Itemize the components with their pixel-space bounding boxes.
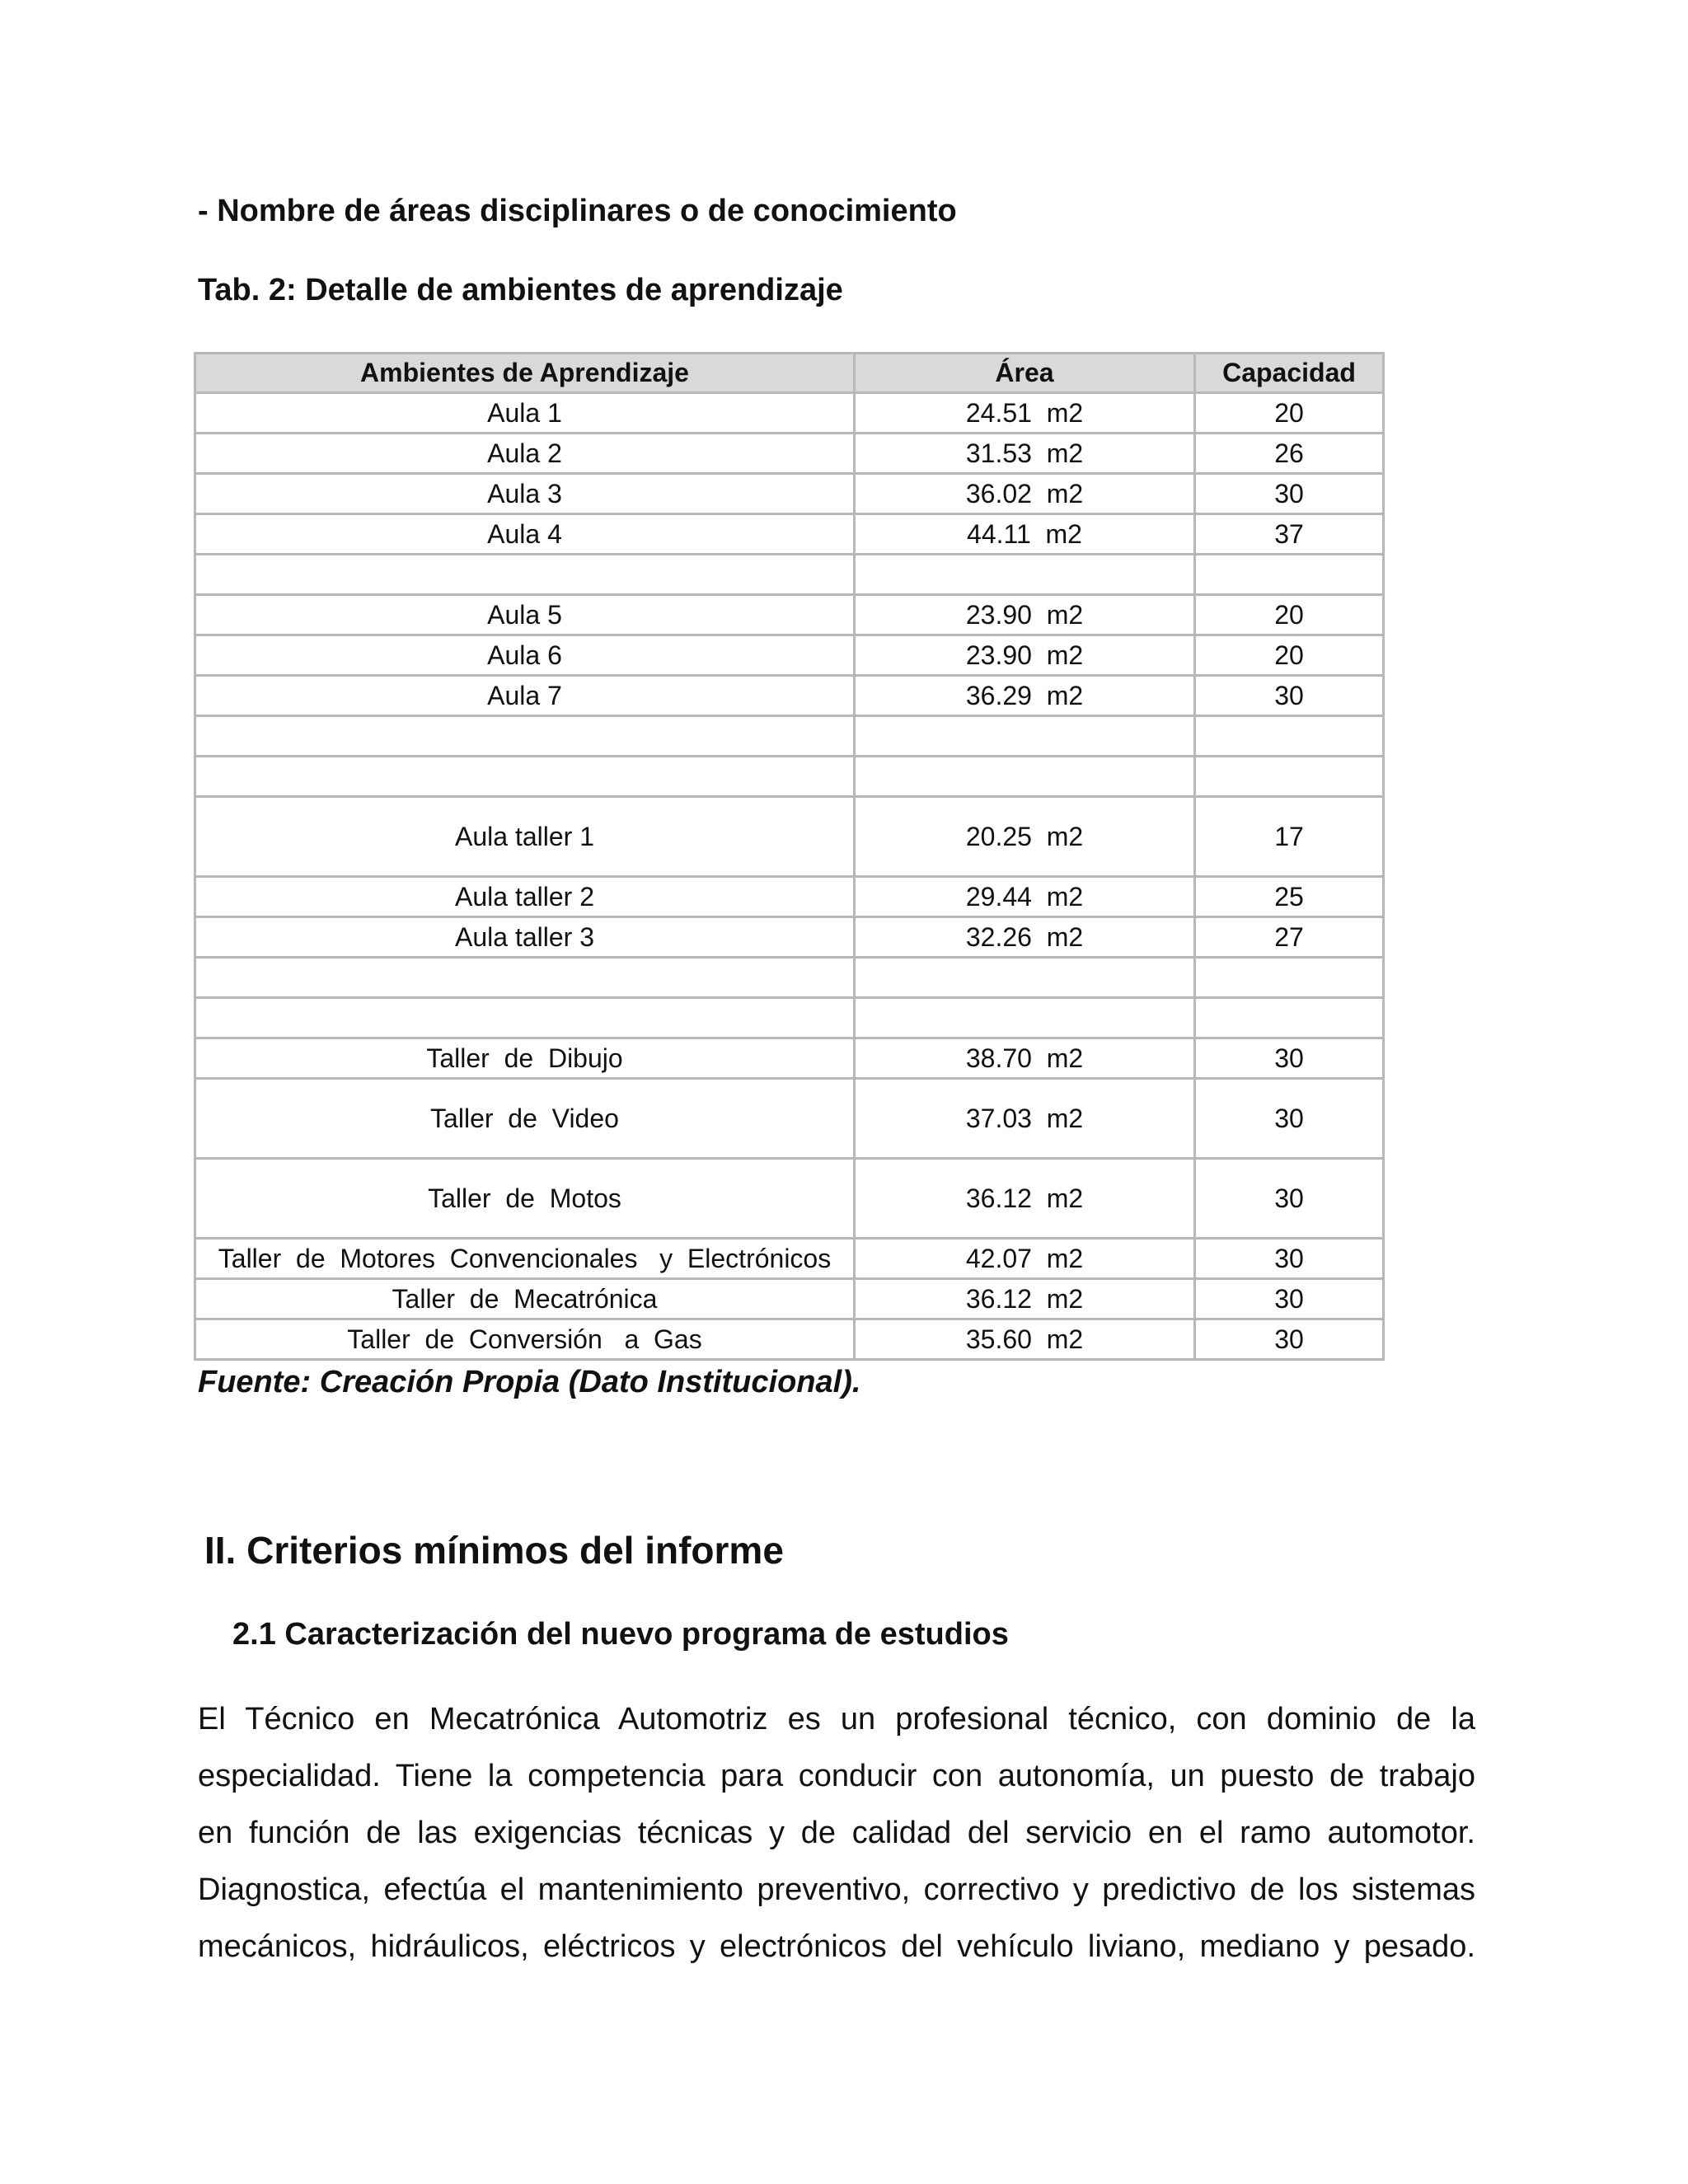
table-row — [195, 1239, 1384, 1279]
capacidad-cell: 20 — [1195, 595, 1384, 635]
capacidad-cell: 20 — [1195, 393, 1384, 434]
table-row — [195, 1159, 1384, 1239]
capacidad-cell: 30 — [1195, 1239, 1384, 1279]
table-row — [195, 595, 1384, 635]
area-cell: 32.26 m2 — [855, 917, 1195, 958]
area-cell: 36.12 m2 — [855, 1279, 1195, 1319]
table-header-row — [195, 354, 1384, 393]
capacidad-cell: 25 — [1195, 877, 1384, 917]
capacidad-cell: 30 — [1195, 1079, 1384, 1159]
table-row — [195, 676, 1384, 716]
ambiente-cell: Aula taller 3 — [195, 917, 855, 958]
area-cell: 24.51 m2 — [855, 393, 1195, 434]
table-row — [195, 716, 1384, 757]
area-cell — [855, 555, 1195, 595]
ambiente-cell: Aula 1 — [195, 393, 855, 434]
ambiente-cell: Taller de Motos — [195, 1159, 855, 1239]
header-area: Área — [855, 354, 1195, 393]
area-cell: 36.12 m2 — [855, 1159, 1195, 1239]
table-row — [195, 1038, 1384, 1079]
capacidad-cell: 20 — [1195, 635, 1384, 676]
table-row — [195, 474, 1384, 514]
area-cell — [855, 998, 1195, 1038]
capacidad-cell — [1195, 716, 1384, 757]
area-cell: 35.60 m2 — [855, 1319, 1195, 1360]
source-note: Fuente: Creación Propia (Dato Institucional). — [198, 1365, 861, 1399]
area-cell — [855, 716, 1195, 757]
capacidad-cell — [1195, 757, 1384, 797]
capacidad-cell: 17 — [1195, 797, 1384, 877]
table-row — [195, 917, 1384, 958]
table-row — [195, 1079, 1384, 1159]
ambiente-cell: Aula 3 — [195, 474, 855, 514]
table-body — [195, 393, 1384, 1360]
ambiente-cell: Aula 4 — [195, 514, 855, 555]
ambiente-cell: Taller de Conversión a Gas — [195, 1319, 855, 1360]
table-row — [195, 555, 1384, 595]
area-cell: 38.70 m2 — [855, 1038, 1195, 1079]
capacidad-cell: 30 — [1195, 474, 1384, 514]
subsection-title: 2.1 Caracterización del nuevo programa de estudios — [232, 1617, 1009, 1652]
ambiente-cell: Aula 7 — [195, 676, 855, 716]
learning-environments-table — [194, 352, 1385, 1361]
capacidad-cell: 30 — [1195, 676, 1384, 716]
area-cell: 23.90 m2 — [855, 595, 1195, 635]
area-cell: 31.53 m2 — [855, 434, 1195, 474]
table-row — [195, 1279, 1384, 1319]
body-line: mecánicos, hidráulicos, eléctricos y electrónicos del vehículo liviano, mediano y pesado. — [198, 1929, 1475, 1964]
ambiente-cell: Taller de Mecatrónica — [195, 1279, 855, 1319]
ambiente-cell: Taller de Motores Convencionales y Electrónicos — [195, 1239, 855, 1279]
chapter-title: II. Criterios mínimos del informe — [204, 1529, 784, 1572]
area-cell: 36.29 m2 — [855, 676, 1195, 716]
table-row — [195, 1319, 1384, 1360]
table-caption: Tab. 2: Detalle de ambientes de aprendizaje — [198, 273, 843, 307]
area-cell: 42.07 m2 — [855, 1239, 1195, 1279]
capacidad-cell: 30 — [1195, 1159, 1384, 1239]
table-row — [195, 434, 1384, 474]
table-row — [195, 998, 1384, 1038]
ambiente-cell — [195, 998, 855, 1038]
header-ambientes: Ambientes de Aprendizaje — [195, 354, 855, 393]
capacidad-cell: 30 — [1195, 1279, 1384, 1319]
body-line: Diagnostica, efectúa el mantenimiento preventivo, correctivo y predictivo de los sistemas — [198, 1872, 1475, 1907]
table-row — [195, 757, 1384, 797]
body-line: El Técnico en Mecatrónica Automotriz es un profesional técnico, con dominio de la — [198, 1702, 1475, 1736]
body-paragraph — [198, 1691, 1475, 1975]
table-row — [195, 877, 1384, 917]
capacidad-cell — [1195, 998, 1384, 1038]
area-cell: 44.11 m2 — [855, 514, 1195, 555]
ambiente-cell: Aula 5 — [195, 595, 855, 635]
table-row — [195, 514, 1384, 555]
body-line: en función de las exigencias técnicas y de calidad del servicio en el ramo automotor. — [198, 1816, 1475, 1850]
ambiente-cell: Aula taller 2 — [195, 877, 855, 917]
ambiente-cell: Taller de Dibujo — [195, 1038, 855, 1079]
ambiente-cell — [195, 757, 855, 797]
capacidad-cell: 37 — [1195, 514, 1384, 555]
capacidad-cell: 26 — [1195, 434, 1384, 474]
capacidad-cell — [1195, 958, 1384, 998]
table-row — [195, 393, 1384, 434]
table-row — [195, 635, 1384, 676]
header-capacidad: Capacidad — [1195, 354, 1384, 393]
area-cell — [855, 757, 1195, 797]
ambiente-cell — [195, 958, 855, 998]
section-heading: - Nombre de áreas disciplinares o de conocimiento — [198, 194, 957, 228]
area-cell — [855, 958, 1195, 998]
area-cell: 37.03 m2 — [855, 1079, 1195, 1159]
body-line: especialidad. Tiene la competencia para conducir con autonomía, un puesto de trabajo — [198, 1759, 1475, 1793]
capacidad-cell: 30 — [1195, 1038, 1384, 1079]
ambiente-cell: Aula 2 — [195, 434, 855, 474]
capacidad-cell — [1195, 555, 1384, 595]
ambiente-cell: Taller de Video — [195, 1079, 855, 1159]
table-row — [195, 958, 1384, 998]
area-cell: 20.25 m2 — [855, 797, 1195, 877]
capacidad-cell: 30 — [1195, 1319, 1384, 1360]
table-row — [195, 797, 1384, 877]
area-cell: 36.02 m2 — [855, 474, 1195, 514]
area-cell: 29.44 m2 — [855, 877, 1195, 917]
ambiente-cell — [195, 555, 855, 595]
ambiente-cell: Aula 6 — [195, 635, 855, 676]
ambiente-cell — [195, 716, 855, 757]
ambiente-cell: Aula taller 1 — [195, 797, 855, 877]
capacidad-cell: 27 — [1195, 917, 1384, 958]
area-cell: 23.90 m2 — [855, 635, 1195, 676]
